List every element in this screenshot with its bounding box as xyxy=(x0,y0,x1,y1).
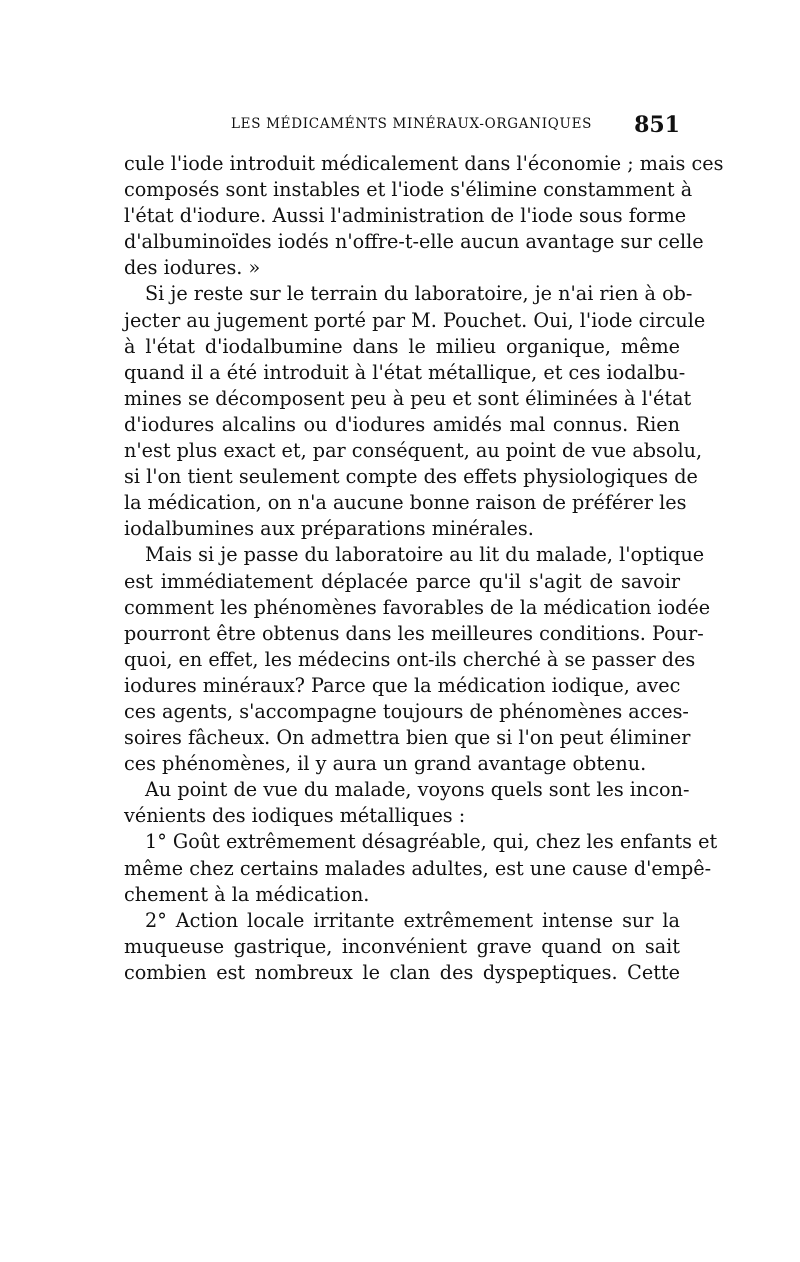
text-line: ces phénomènes, il y aura un grand avantage obtenu. xyxy=(124,752,647,776)
text-line: Si je reste sur le terrain du laboratoire, je n'ai rien à ob- xyxy=(145,282,693,306)
text-line: comment les phénomènes favorables de la médication iodée xyxy=(124,595,711,619)
text-line: si l'on tient seulement compte des effets physiologiques de xyxy=(124,465,698,489)
text-line: des iodures. » xyxy=(124,256,261,280)
text-line: la médication, on n'a aucune bonne raison de préférer les xyxy=(124,491,687,515)
text-line: 2° Action locale irritante extrêmement intense sur la xyxy=(145,908,680,932)
page-number: 851 xyxy=(634,112,680,138)
text-line: muqueuse gastrique, inconvénient grave quand on sait xyxy=(124,934,680,958)
text-line: ces agents, s'accompagne toujours de phénomènes acces- xyxy=(124,699,689,723)
text-line: composés sont instables et l'iode s'élimine constamment à xyxy=(124,178,693,202)
text-line: cule l'iode introduit médicalement dans l'économie ; mais ces xyxy=(124,152,724,175)
text-line: iodalbumines aux préparations minérales. xyxy=(124,517,534,541)
text-line: est immédiatement déplacée parce qu'il s'agit de savoir xyxy=(124,569,680,593)
text-line: soires fâcheux. On admettra bien que si l'on peut éliminer xyxy=(124,726,691,750)
text-line: l'état d'iodure. Aussi l'administration de l'iode sous forme xyxy=(124,204,687,228)
running-head xyxy=(124,112,680,142)
text-line: jecter au jugement porté par M. Pouchet. Oui, l'iode circule xyxy=(124,308,706,332)
text-line: d'iodures alcalins ou d'iodures amidés mal connus. Rien xyxy=(124,412,680,436)
body-text xyxy=(124,151,724,986)
text-line: pourront être obtenus dans les meilleures conditions. Pour- xyxy=(124,621,704,645)
text-line: Mais si je passe du laboratoire au lit du malade, l'optique xyxy=(145,543,705,567)
text-line: n'est plus exact et, par conséquent, au point de vue absolu, xyxy=(124,439,703,463)
text-line: chement à la médication. xyxy=(124,882,370,906)
text-line: Au point de vue du malade, voyons quels sont les incon- xyxy=(145,778,690,802)
text-line: quand il a été introduit à l'état métallique, et ces iodalbu- xyxy=(124,360,686,384)
text-line: 1° Goût extrêmement désagréable, qui, chez les enfants et xyxy=(145,830,718,854)
text-line: quoi, en effet, les médecins ont-ils cherché à se passer des xyxy=(124,647,696,671)
text-line: d'albuminoïdes iodés n'offre-t-elle aucun avantage sur celle xyxy=(124,230,704,254)
text-line: mines se décomposent peu à peu et sont éliminées à l'état xyxy=(124,386,692,410)
text-line: même chez certains malades adultes, est une cause d'empê- xyxy=(124,856,712,880)
text-line: à l'état d'iodalbumine dans le milieu organique, même xyxy=(124,334,680,358)
running-title: LES MÉDICAMÉNTS MINÉRAUX-ORGANIQUES xyxy=(231,116,593,132)
text-line: combien est nombreux le clan des dyspeptiques. Cette xyxy=(124,960,680,984)
text-line: iodures minéraux? Parce que la médication iodique, avec xyxy=(124,673,681,697)
text-line: vénients des iodiques métalliques : xyxy=(124,804,466,828)
